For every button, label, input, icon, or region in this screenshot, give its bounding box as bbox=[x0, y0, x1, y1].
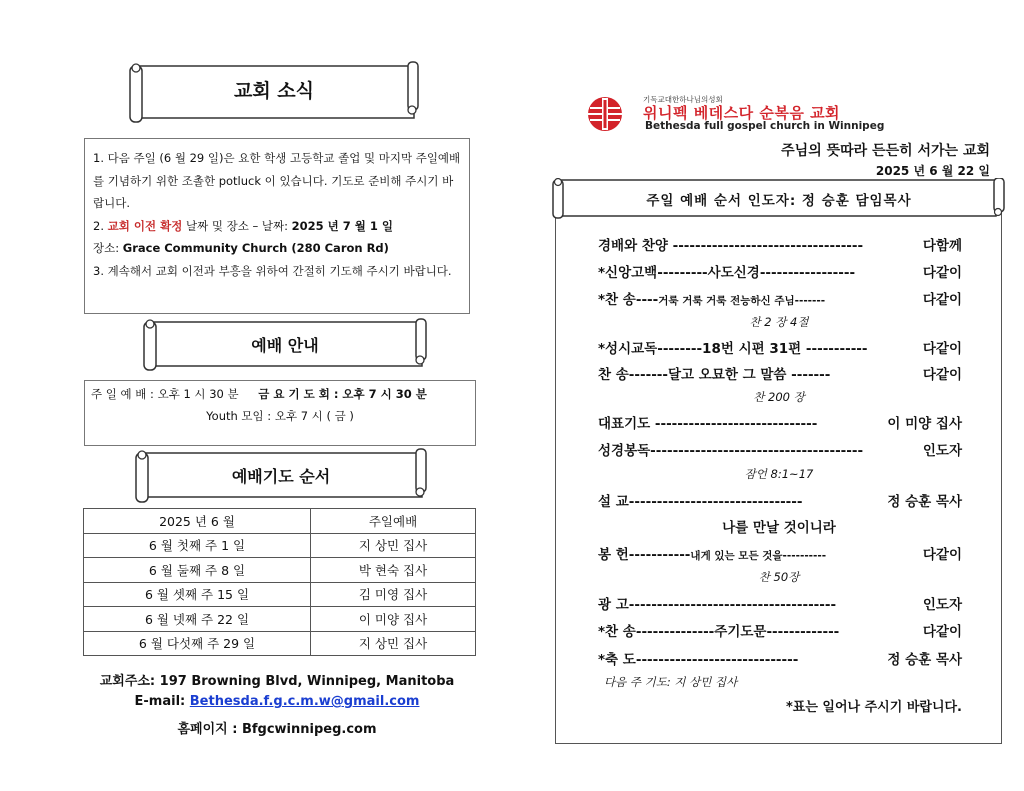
table-cell: 김 미영 집사 bbox=[311, 582, 476, 607]
logo-denomination: 기독교대한하나님의성회 bbox=[643, 95, 723, 104]
church-motto: 주님의 뜻따라 든든히 서가는 교회 bbox=[781, 143, 990, 159]
prayer-banner bbox=[134, 448, 428, 504]
email-line: E-mail: Bethesda.f.g.c.m.w@gmail.com bbox=[134, 694, 420, 709]
bulletin-date: 2025 년 6 월 22 일 bbox=[875, 164, 990, 178]
order-row-announcements: 광 고------------------------------------- 인도자 bbox=[598, 597, 962, 613]
table-cell: 6 월 셋째 주 15 일 bbox=[84, 582, 311, 607]
table-cell: 6 월 다섯째 주 29 일 bbox=[84, 631, 311, 656]
table-row bbox=[84, 533, 476, 558]
order-row-sermon: 설 교------------------------------- 정 승훈 목사 bbox=[598, 494, 962, 510]
order-banner bbox=[552, 178, 1006, 220]
order-row-benediction: *축 도----------------------------- 정 승훈 목사 bbox=[598, 652, 962, 668]
stand-note: *표는 일어나 주시기 바랍니다. bbox=[785, 700, 962, 715]
hymn-note: 찬 50장 bbox=[758, 570, 800, 584]
order-row-responsive-reading: *성시교독--------18번 시편 31편 ----------- 다같이 bbox=[598, 341, 962, 357]
scripture-note: 잠언 8:1~17 bbox=[744, 467, 814, 481]
logo-church-name: 위니펙 베데스다 순복음 교회 bbox=[643, 104, 841, 122]
logo-english-name: Bethesda full gospel church in Winnipeg bbox=[645, 120, 885, 132]
order-row-hymn-2: 찬 송-------달고 오묘한 그 말씀 ------- 다같이 bbox=[598, 367, 962, 383]
table-cell: 6 월 둘째 주 8 일 bbox=[84, 558, 311, 583]
table-header: 2025 년 6 월 bbox=[84, 509, 311, 534]
order-row-offering: 봉 헌-----------내게 있는 모든 것을---------- 다같이 bbox=[598, 547, 962, 563]
order-row-lords-prayer: *찬 송--------------주기도문------------- 다같이 bbox=[598, 624, 962, 640]
order-row-creed: *신앙고백---------사도신경----------------- 다같이 bbox=[598, 265, 962, 281]
service-title: 예배 안내 bbox=[251, 336, 319, 355]
table-row bbox=[84, 607, 476, 632]
sunday-service: 주 일 예 배 : 오후 1 시 30 분 bbox=[91, 387, 239, 401]
news-item-2-place: 장소: Grace Community Church (280 Caron Rd) bbox=[93, 241, 389, 255]
news-title: 교회 소식 bbox=[233, 80, 315, 102]
church-logo bbox=[585, 92, 945, 136]
table-cell: 지 상민 집사 bbox=[311, 631, 476, 656]
youth-meeting: Youth 모임 : 오후 7 시 ( 금 ) bbox=[206, 409, 354, 423]
table-cell: 6 월 첫째 주 1 일 bbox=[84, 533, 311, 558]
prayer-schedule-table bbox=[83, 508, 476, 656]
relocation-confirmed: 교회 이전 확정 bbox=[107, 218, 183, 233]
news-item-1: 1. 다음 주일 (6 월 29 일)은 요한 학생 고등학교 졸업 및 마지막 주일예배를 기념하기 위한 조촐한 potluck 이 있습니다. 기도로 준비해 주시기 바랍니다. bbox=[93, 151, 461, 210]
table-cell: 지 상민 집사 bbox=[311, 533, 476, 558]
table-header: 주일예배 bbox=[311, 509, 476, 534]
news-banner bbox=[128, 60, 420, 124]
news-item-3: 3. 계속해서 교회 이전과 부흥을 위하여 간절히 기도해 주시기 바랍니다. bbox=[93, 263, 452, 278]
order-row-prayer: 대표기도 ----------------------------- 이 미양 집사 bbox=[598, 416, 962, 432]
table-cell: 박 현숙 집사 bbox=[311, 558, 476, 583]
email-link[interactable]: Bethesda.f.g.c.m.w@gmail.com bbox=[189, 694, 420, 709]
news-item-2: 2. 교회 이전 확정 날짜 및 장소 – 날짜: 2025 년 7 월 1 일 bbox=[93, 218, 393, 233]
table-cell: 6 월 넷째 주 22 일 bbox=[84, 607, 311, 632]
homepage: 홈페이지 : Bfgcwinnipeg.com bbox=[177, 722, 377, 737]
order-row-scripture: 성경봉독-------------------------------------- 인도자 bbox=[598, 443, 962, 459]
table-row bbox=[84, 631, 476, 656]
order-row-praise: 경배와 찬양 ---------------------------------- 다함께 bbox=[598, 238, 962, 254]
table-header-row bbox=[84, 509, 476, 534]
table-row bbox=[84, 582, 476, 607]
friday-prayer: 금 요 기 도 회 : 오후 7 시 30 분 bbox=[258, 387, 427, 401]
prayer-title: 예배기도 순서 bbox=[231, 467, 331, 486]
hymn-note: 찬 2 장 4절 bbox=[749, 315, 809, 329]
service-banner bbox=[142, 318, 428, 372]
sermon-title: 나를 만날 것이니라 bbox=[722, 520, 836, 536]
service-box bbox=[84, 380, 476, 446]
news-box bbox=[84, 138, 470, 314]
cross-globe-icon bbox=[585, 94, 625, 134]
order-title: 주일 예배 순서 인도자: 정 승훈 담임목사 bbox=[646, 193, 912, 209]
table-cell: 이 미양 집사 bbox=[311, 607, 476, 632]
order-row-hymn-1: *찬 송----거룩 거룩 거룩 전능하신 주님------- 다같이 bbox=[598, 292, 962, 308]
church-address: 교회주소: 197 Browning Blvd, Winnipeg, Manitoba bbox=[99, 674, 455, 689]
hymn-note: 찬 200 장 bbox=[753, 390, 805, 404]
table-row bbox=[84, 558, 476, 583]
next-week-prayer: 다음 주 기도: 지 상민 집사 bbox=[604, 675, 738, 689]
